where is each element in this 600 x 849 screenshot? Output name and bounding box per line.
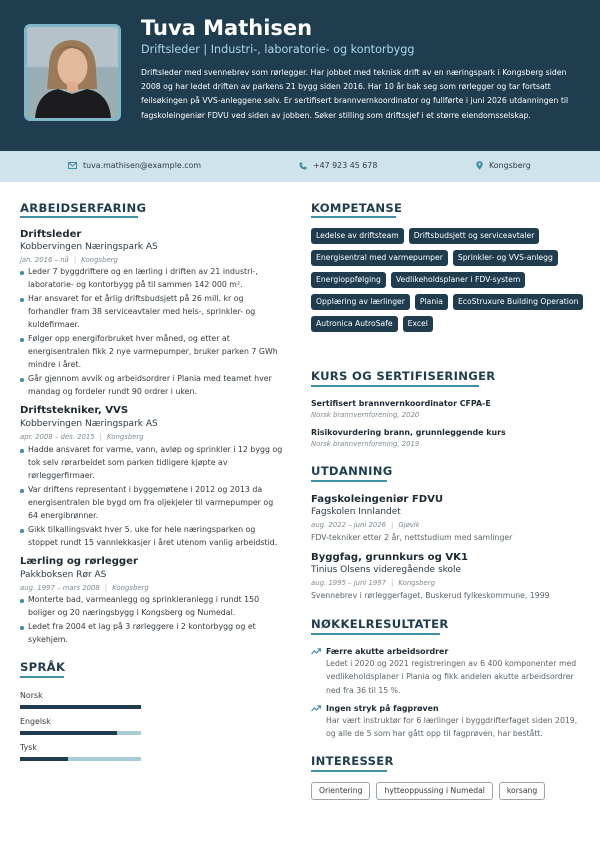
experience-heading-underline [20, 216, 138, 218]
job-location: Kongsberg [81, 256, 118, 264]
certifications-heading: KURS OG SERTIFISERINGER [311, 369, 496, 383]
trend-up-icon [311, 648, 321, 655]
education-heading: UTDANNING [311, 464, 393, 478]
contact-phone[interactable] [299, 161, 377, 170]
skill-tag: Opplæring av lærlinger [311, 294, 410, 310]
job-company: Pakkboksen Rør AS [20, 570, 107, 580]
job-bullet: Gikk tilkallingsvakt hver 5. uke for hele næringsparken og stoppet rundt 15 vannlekkasjer i året utenom vanlig arbeidstid. [20, 524, 285, 550]
education-location: Kongsberg [398, 579, 435, 587]
language-level-fill [20, 731, 117, 735]
job-meta: apr. 2008 – des. 2015 | Kongsberg [20, 433, 144, 441]
email-icon [68, 162, 77, 169]
language-level-bar [20, 757, 141, 761]
job-title: Driftstekniker, VVS [20, 405, 129, 416]
phone-text: +47 923 45 678 [313, 161, 378, 170]
certification-issuer: Norsk brannvernforening, 2020 [311, 411, 420, 419]
languages-heading-underline [20, 676, 64, 678]
language-level-bar [20, 705, 141, 709]
education-meta: aug. 2022 – juni 2026 | Gjøvik [311, 521, 420, 529]
job-dates: aug. 1997 – mars 2008 [20, 584, 100, 592]
contact-bar [0, 151, 600, 182]
language-level-bar [20, 731, 141, 735]
job-dates: apr. 2008 – des. 2015 [20, 433, 95, 441]
job-bullets [20, 266, 285, 400]
job-bullet: Går gjennom avvik og arbeidsordrer i Plania med teamet hver mandag og fordeler rundt 90 ordrer i uken. [20, 373, 285, 399]
languages-heading: SPRÅK [20, 660, 66, 674]
job-bullets [20, 594, 285, 648]
education-dates: aug. 2022 – juni 2026 [311, 521, 386, 529]
certification-issuer: Norsk brannvernforening, 2019 [311, 440, 420, 448]
achievement-title: Færre akutte arbeidsordrer [326, 647, 449, 656]
language-level-fill [20, 757, 68, 761]
certification-name: Sertifisert brannvernkoordinator CFPA-E [311, 399, 491, 408]
job-title: Driftsleder [20, 229, 82, 240]
skill-tag: Driftsbudsjett og serviceavtaler [409, 228, 540, 244]
interests-list [311, 782, 545, 800]
skill-tag: Energisentral med varmepumper [311, 250, 448, 266]
email-text: tuva.mathisen@example.com [83, 161, 202, 170]
job-location: Kongsberg [112, 584, 149, 592]
achievements-heading-underline [311, 633, 440, 635]
skill-tag: Excel [403, 316, 433, 332]
trend-up-icon [311, 705, 321, 712]
certification-name: Risikovurdering brann, grunnleggende kurs [311, 428, 506, 437]
language-name: Tysk [20, 743, 37, 752]
skill-tag: Autronica AutroSafe [311, 316, 398, 332]
education-location: Gjøvik [398, 521, 420, 529]
education-meta: aug. 1995 – juni 1997 | Kongsberg [311, 579, 435, 587]
language-name: Norsk [20, 691, 43, 700]
achievement-description: Ledet i 2020 og 2021 registreringen av 6 400 komponenter med vedlikeholdsplaner i Plania og fikk andelen akutte arbeidsordrer ned fra 36 til 15 %. [326, 659, 577, 695]
location-pin-icon [476, 161, 483, 170]
education-degree: Fagskoleingeniør FDVU [311, 494, 444, 505]
job-bullet: Har ansvaret for et årlig driftsbudsjett på 26 mill. kr og forhandler fram 38 serviceavtaler med heis-, sprinkler- og kuldefirmaer. [20, 293, 285, 331]
education-description: Svennebrev i rørleggerfaget, Buskerud fylkeskommune, 1999 [311, 591, 550, 600]
job-bullets [20, 444, 285, 551]
job-bullet: Følger opp energiforbruket hver måned, og etter at energisentralen fikk 2 nye varmepumper, bruker parken 7 GWh mindre i året. [20, 333, 285, 371]
skill-tag: Sprinkler- og VVS-anlegg [453, 250, 558, 266]
experience-heading: ARBEIDSERFARING [20, 201, 147, 215]
skill-tag: Ledelse av driftsteam [311, 228, 404, 244]
interest-tag: korsang [499, 782, 545, 800]
job-bullet: Leder 7 byggdriftere og en lærling i driften av 21 industri-, laboratorie- og kontorbygg på til sammen 142 000 m². [20, 266, 285, 292]
job-company: Kobbervingen Næringspark AS [20, 419, 158, 429]
certifications-heading-underline [311, 385, 479, 387]
job-title: Lærling og rørlegger [20, 556, 138, 567]
candidate-role: Driftsleder | Industri-, laboratorie- og kontorbygg [141, 43, 415, 56]
job-bullet: Hadde ansvaret for varme, vann, avløp og sprinkler i 12 bygg og tok selv rørarbeidet som parken tidligere kjøpte av rørleggerfirmaer. [20, 444, 285, 482]
education-dates: aug. 1995 – juni 1997 [311, 579, 386, 587]
language-name: Engelsk [20, 717, 51, 726]
contact-email[interactable] [68, 161, 201, 170]
education-school: Fagskolen Innlandet [311, 507, 401, 517]
candidate-name: Tuva Mathisen [141, 16, 313, 40]
job-bullet: Ledet fra 2004 et lag på 3 rørleggere i 2 kontorbygg og et sykehjem. [20, 621, 285, 647]
skill-tag: EcoStruxure Building Operation [453, 294, 583, 310]
language-level-fill [20, 705, 141, 709]
skills-heading: KOMPETANSE [311, 201, 403, 215]
education-description: FDV-tekniker etter 2 år, nettstudium med samlinger [311, 533, 513, 542]
job-bullet: Var driftens representant i byggemøtene i 2012 og 2013 da energisentralen ble bygd om fra oljekjeler til varmepumper og 64 energibrønner. [20, 484, 285, 522]
job-meta: jan. 2016 – nå | Kongsberg [20, 256, 118, 264]
header [0, 0, 600, 151]
skills-heading-underline [311, 216, 396, 218]
education-degree: Byggfag, grunnkurs og VK1 [311, 552, 468, 563]
location-text: Kongsberg [489, 161, 531, 170]
job-dates: jan. 2016 – nå [20, 256, 69, 264]
interest-tag: hytteoppussing i Numedal [376, 782, 492, 800]
job-company: Kobbervingen Næringspark AS [20, 242, 158, 252]
profile-summary: Driftsleder med svennebrev som rørlegger. Har jobbet med teknisk drift av en næringspark i Kongsberg siden 2008 og har ledet driften av parkens 21 bygg siden 2016. Har 10 år bak seg som rørlegger og tar fortsatt feilsøkingen på VVS-anleggene selv. Er sertifisert brannvernkoordinator og fullførte i juni 2026 utdanningen til fagskoleingeniør FDVU ved siden av jobben. Søker stilling som driftssjef i et større eiendomsselskap. [141, 68, 569, 120]
skill-tag: Vedlikeholdsplaner i FDV-system [391, 272, 525, 288]
contact-location [476, 161, 531, 170]
interest-tag: Orientering [311, 782, 370, 800]
achievement-description: Har vært instruktør for 6 lærlinger i byggdrifterfaget siden 2019, og alle de 5 som har gått opp til fagprøven, har bestått. [326, 716, 578, 739]
achievement-title: Ingen stryk på fagprøven [326, 704, 439, 713]
job-bullet: Monterte bad, varmeanlegg og sprinkleranlegg i rundt 150 boliger og 20 næringsbygg i Kongsberg og Numedal. [20, 594, 285, 620]
interests-heading-underline [311, 770, 387, 772]
achievements-heading: NØKKELRESULTATER [311, 617, 449, 631]
phone-icon [299, 162, 307, 170]
job-meta: aug. 1997 – mars 2008 | Kongsberg [20, 584, 149, 592]
skill-tag: Energioppfølging [311, 272, 386, 288]
skill-tag: Plania [415, 294, 448, 310]
skills-list [311, 228, 586, 332]
portrait-image [27, 27, 118, 118]
job-location: Kongsberg [107, 433, 144, 441]
education-school: Tinius Olsens videregående skole [311, 565, 462, 575]
education-heading-underline [311, 480, 387, 482]
profile-photo [24, 24, 121, 121]
interests-heading: INTERESSER [311, 754, 394, 768]
